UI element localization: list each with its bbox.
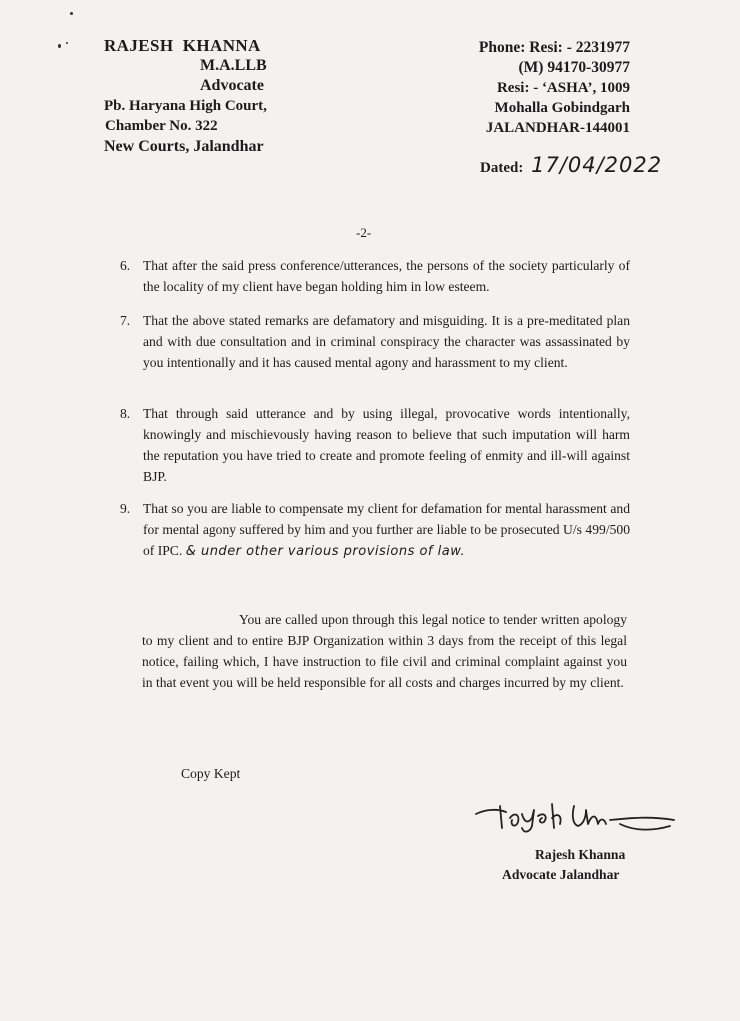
clause-6 — [120, 255, 630, 297]
signatory-title: Advocate Jalandhar — [502, 867, 620, 882]
date-line — [480, 153, 662, 177]
closing-paragraph: You are called upon through this legal notice to tender written apology to my client and to entire BJP Organization within 3 days from the receipt of this legal notice, failing which, I have instruction to file civil and criminal complaint against you in that event you will be held responsible for all costs and charges incurred by my client. — [142, 612, 627, 690]
scan-speck — [70, 12, 73, 15]
phone-residence: Phone: Resi: - 2231977 — [478, 39, 630, 56]
scan-speck — [66, 42, 68, 44]
scan-speck — [58, 44, 61, 48]
advocate-role: Advocate — [200, 77, 264, 94]
handwritten-date: 17/04/2022 — [531, 153, 663, 177]
clause-text-wrap — [143, 498, 630, 562]
residence-city-pin: JALANDHAR-144001 — [485, 120, 630, 136]
letterhead-left — [104, 36, 267, 157]
clause-7 — [120, 310, 630, 373]
signatory-block — [502, 845, 626, 885]
date-label: Dated: — [480, 160, 524, 176]
letterhead-right — [479, 38, 630, 138]
copy-kept-note: Copy Kept — [181, 766, 241, 781]
clause-9 — [120, 498, 630, 562]
clause-text: That after the said press conference/utterances, the persons of the society particularly of the locality of my client have began holding him in low esteem. — [143, 258, 630, 294]
advocate-name: RAJESH KHANNA — [104, 36, 261, 55]
page-number: -2- — [356, 225, 372, 240]
clause-number: 6. — [120, 258, 131, 273]
clause-text: That so you are liable to compensate my client for defamation for mental harassment and for mental agony suffered by him and you further are liable to be prosecuted U/s 499/500 of IPC. — [143, 501, 630, 558]
clause-text: That through said utterance and by using illegal, provocative words intentionally, knowingly and mischievously having reason to believe that such imputation will harm the reputation you have tried to create and promote feeling of enmity and ill-will against BJP. — [143, 406, 630, 484]
advocate-qualification: M.A.LLB — [200, 57, 267, 74]
clause-text: That the above stated remarks are defamatory and misguiding. It is a pre-meditated plan and with due consultation and in criminal conspiracy the character was assassinated by you intentionally and it has caused mental agony and harassment to my client. — [143, 313, 630, 370]
phone-mobile: (M) 94170-30977 — [518, 59, 630, 76]
clause-number: 8. — [120, 406, 131, 421]
office-city: New Courts, Jalandhar — [104, 138, 264, 155]
residence-address: Resi: - ‘ASHA’, 1009 — [496, 80, 630, 96]
clause-8 — [120, 403, 630, 487]
residence-mohalla: Mohalla Gobindgarh — [494, 100, 630, 116]
chamber-number: Chamber No. 322 — [105, 118, 218, 134]
clause-number: 7. — [120, 313, 131, 328]
clause-number: 9. — [120, 501, 131, 516]
signatory-name: Rajesh Khanna — [535, 847, 626, 862]
court-name: Pb. Haryana High Court, — [104, 98, 267, 114]
signature-image — [470, 800, 680, 840]
handwritten-addition: & under other various provisions of law. — [185, 544, 466, 559]
